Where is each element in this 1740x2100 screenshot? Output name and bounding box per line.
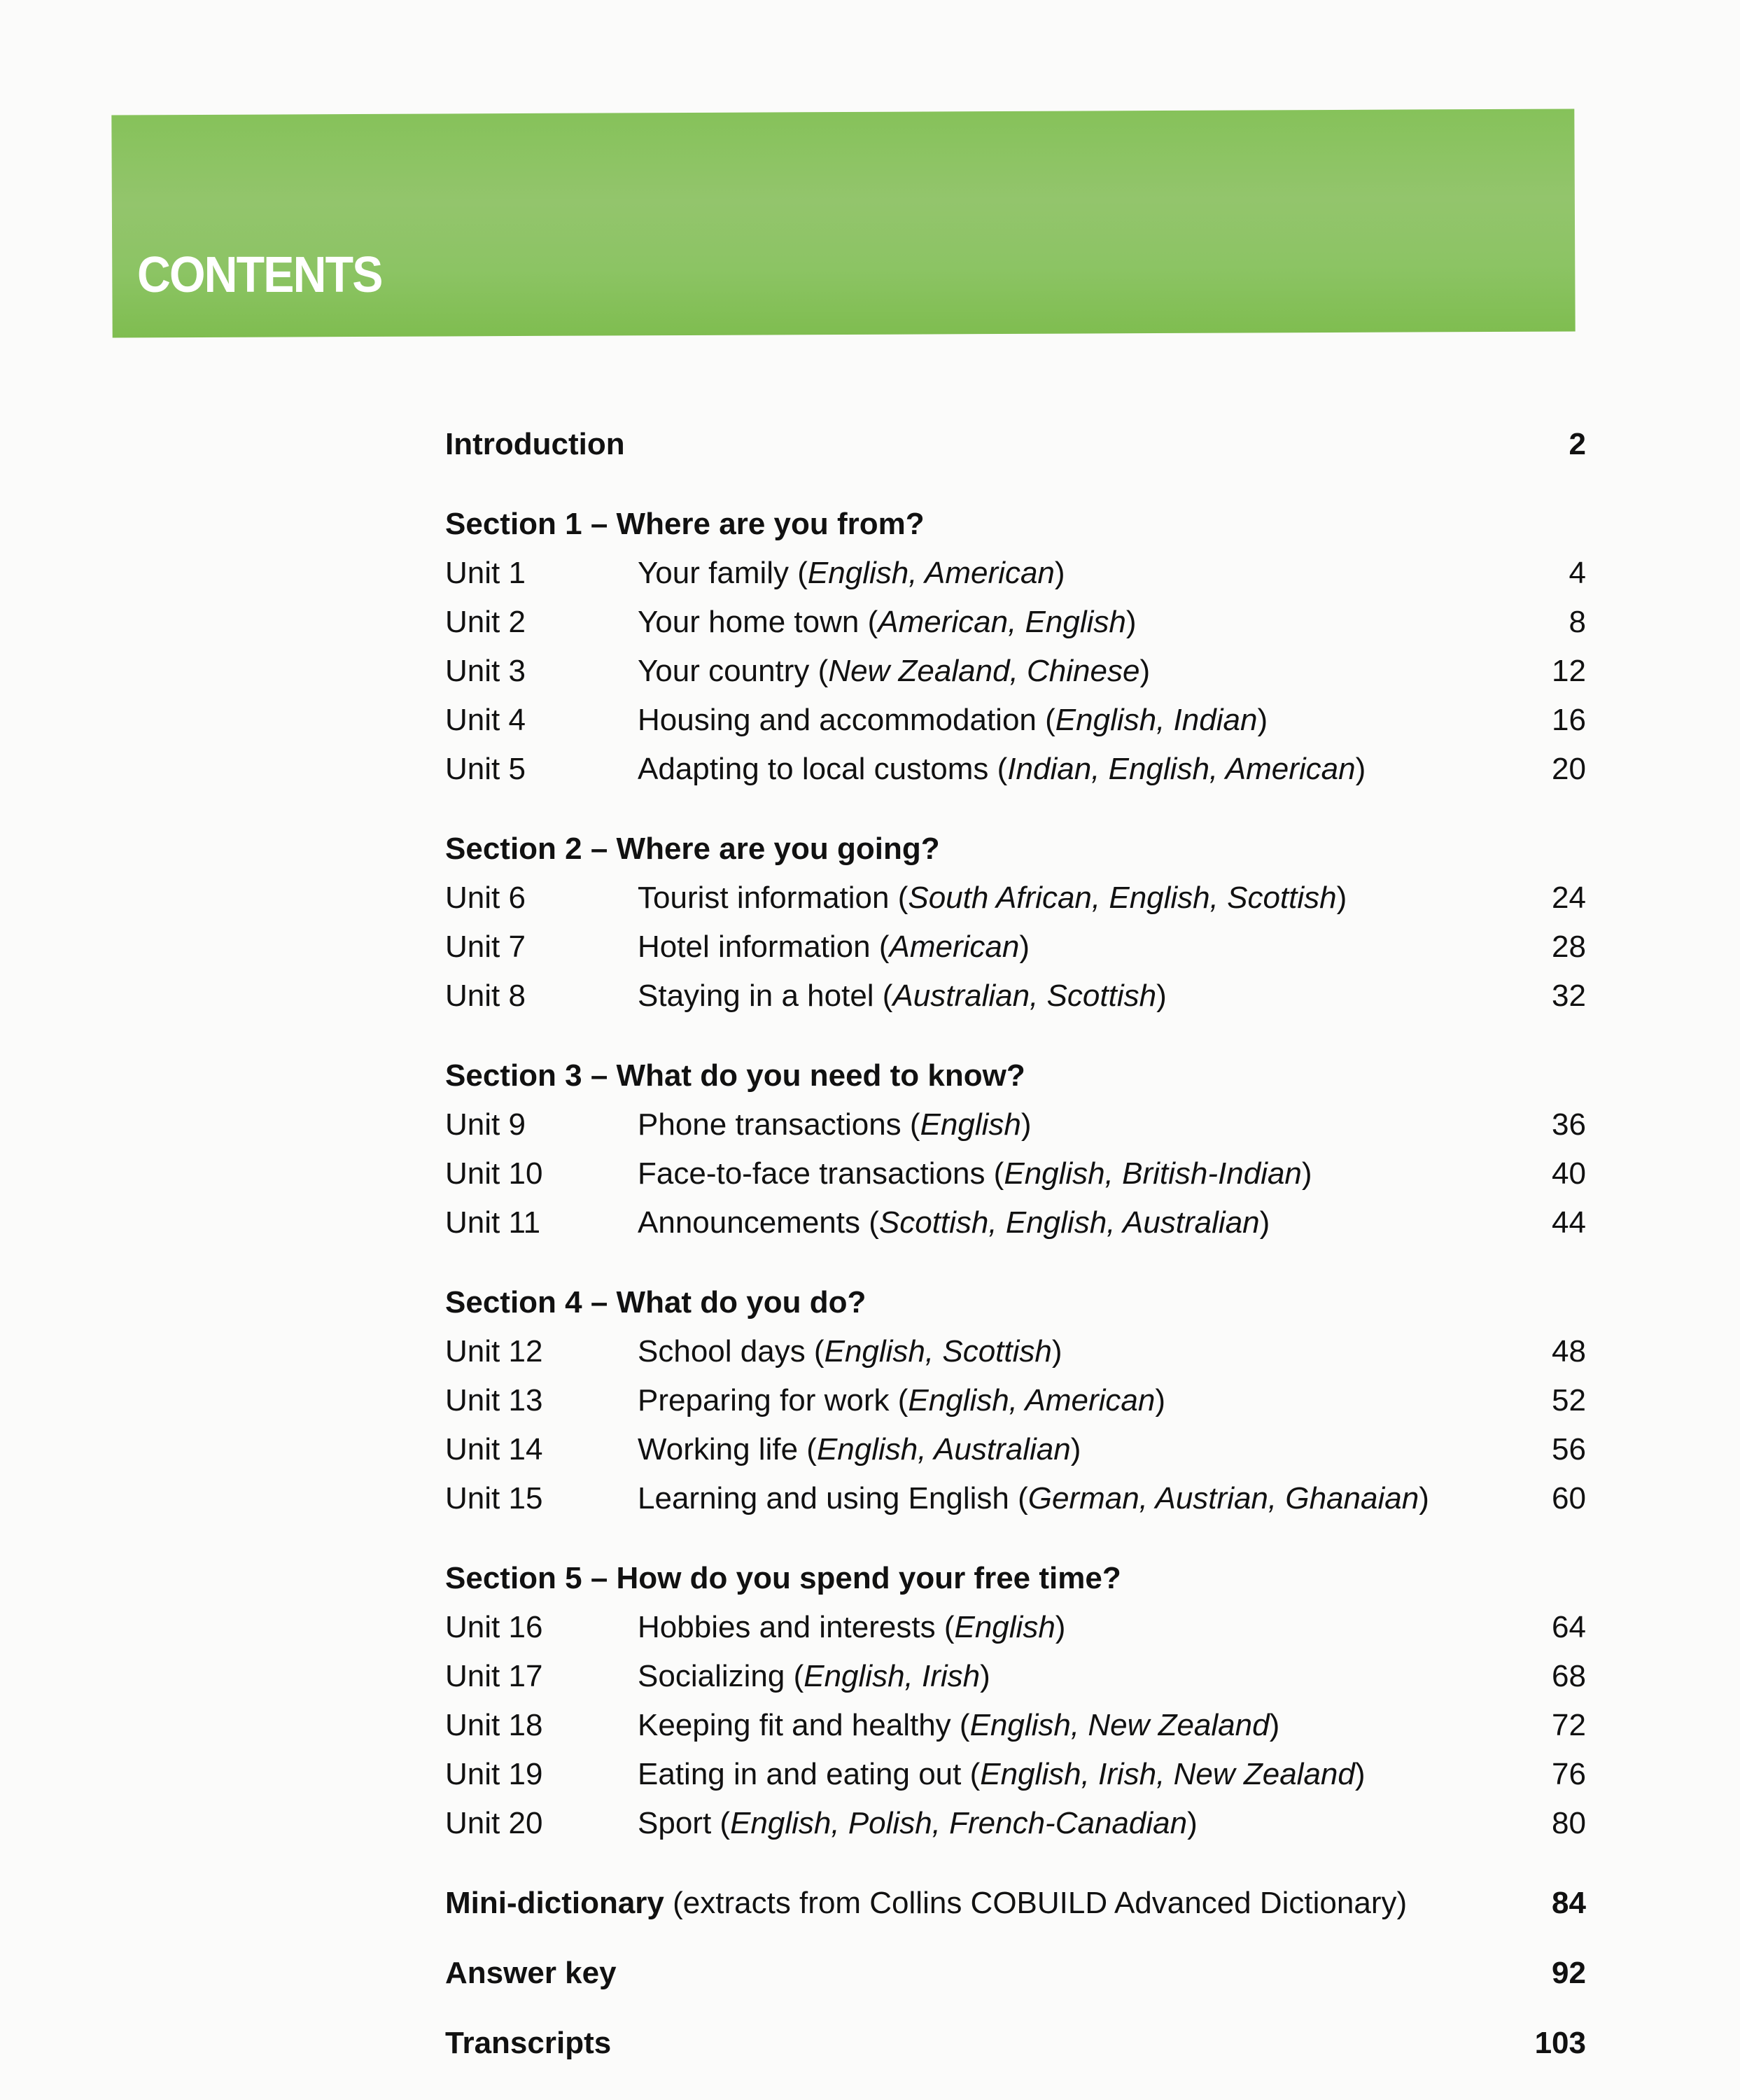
unit-row[interactable] [445, 1652, 1586, 1701]
entry-label: Answer key [445, 1956, 617, 1990]
paren-open: ( [961, 1757, 981, 1791]
page-number: 80 [1552, 1806, 1586, 1840]
unit-accents: English, British-Indian [1004, 1156, 1302, 1191]
unit-accents: New Zealand, Chinese [828, 654, 1140, 688]
unit-accents: English, Irish, New Zealand [980, 1757, 1355, 1791]
paren-close: ) [1019, 930, 1030, 964]
paren-close: ) [1125, 605, 1137, 639]
paren-open: ( [789, 556, 808, 590]
unit-accents: English [920, 1107, 1021, 1142]
unit-accents: Australian, Scottish [892, 979, 1157, 1013]
entry-label [445, 1879, 1523, 1928]
unit-row[interactable] [445, 696, 1586, 745]
unit-accents: Indian, English, American [1007, 752, 1356, 786]
unit-number: Unit 20 [445, 1806, 543, 1840]
paren-close: ) [1054, 556, 1065, 590]
unit-title [638, 1198, 1523, 1247]
paren-open: ( [870, 930, 890, 964]
page-number: 20 [1552, 752, 1586, 786]
unit-row[interactable] [445, 647, 1586, 696]
paren-close: ) [1187, 1806, 1198, 1840]
page-number: 4 [1569, 556, 1586, 590]
page-number: 68 [1552, 1659, 1586, 1693]
unit-accents: English, New Zealand [969, 1708, 1270, 1742]
paren-open: ( [901, 1107, 920, 1142]
unit-title-text: Tourist information [638, 881, 890, 915]
unit-row[interactable] [445, 1603, 1586, 1652]
unit-row[interactable] [445, 1327, 1586, 1376]
paren-close: ) [1355, 752, 1366, 786]
paren-open: ( [809, 654, 829, 688]
unit-row[interactable] [445, 1100, 1586, 1149]
unit-title-text: Eating in and eating out [638, 1757, 962, 1791]
paren-close: ) [1020, 1107, 1032, 1142]
paren-open: ( [889, 1383, 908, 1418]
unit-title [638, 696, 1523, 745]
page-number: 92 [1552, 1956, 1586, 1990]
unit-accents: English, American [807, 556, 1055, 590]
unit-title [638, 1799, 1523, 1848]
unit-title [638, 1750, 1523, 1799]
page-number: 44 [1552, 1205, 1586, 1240]
page-number: 8 [1569, 605, 1586, 639]
unit-title [638, 549, 1523, 598]
unit-number: Unit 6 [445, 881, 526, 915]
unit-title [638, 1652, 1523, 1701]
unit-accents: English, Polish, French-Canadian [730, 1806, 1188, 1840]
unit-accents: American [889, 930, 1020, 964]
unit-number: Unit 1 [445, 556, 526, 590]
unit-title-text: Working life [638, 1432, 799, 1466]
unit-row[interactable] [445, 1425, 1586, 1474]
paren-close: ) [980, 1659, 990, 1693]
unit-accents: South African, English, Scottish [908, 881, 1337, 915]
paren-open: ( [985, 1156, 1004, 1191]
paren-close: ) [1336, 881, 1347, 915]
unit-number: Unit 18 [445, 1708, 543, 1742]
paren-open: ( [805, 1334, 825, 1368]
paren-close: ) [1259, 1205, 1270, 1240]
sections-container [445, 469, 1586, 1848]
unit-row[interactable] [445, 923, 1586, 972]
section-heading[interactable]: Section 1 – Where are you from? [445, 507, 925, 541]
unit-title [638, 923, 1523, 972]
unit-number: Unit 12 [445, 1334, 543, 1368]
unit-row[interactable] [445, 1149, 1586, 1198]
unit-number: Unit 3 [445, 654, 526, 688]
unit-title-text: Phone transactions [638, 1107, 901, 1142]
unit-title-text: Staying in a hotel [638, 979, 874, 1013]
unit-row[interactable] [445, 1376, 1586, 1425]
unit-title-text: Your country [638, 654, 810, 688]
unit-accents: English, Indian [1055, 703, 1258, 737]
paren-open: ( [859, 605, 878, 639]
unit-accents: American, English [878, 605, 1126, 639]
unit-number: Unit 19 [445, 1757, 543, 1791]
page-number: 60 [1552, 1481, 1586, 1516]
unit-title [638, 1149, 1523, 1198]
unit-row[interactable] [445, 874, 1586, 923]
page-number: 72 [1552, 1708, 1586, 1742]
page-title: CONTENTS [137, 247, 382, 303]
page-number: 12 [1552, 654, 1586, 688]
unit-row[interactable] [445, 1474, 1586, 1523]
unit-title-text: Housing and accommodation [638, 703, 1037, 737]
unit-accents: Scottish, English, Australian [878, 1205, 1260, 1240]
unit-title-text: Your home town [638, 605, 860, 639]
unit-title-text: Socializing [638, 1659, 785, 1693]
paren-open: ( [711, 1806, 731, 1840]
paren-close: ) [1301, 1156, 1312, 1191]
entry-label: Introduction [445, 427, 625, 461]
unit-title [638, 1701, 1523, 1750]
unit-row[interactable] [445, 1799, 1586, 1848]
unit-title-text: Sport [638, 1806, 712, 1840]
paren-open: ( [1036, 703, 1055, 737]
unit-accents: English, Irish [804, 1659, 981, 1693]
unit-number: Unit 8 [445, 979, 526, 1013]
unit-number: Unit 15 [445, 1481, 543, 1516]
unit-title [638, 1100, 1523, 1149]
page-number: 40 [1552, 1156, 1586, 1191]
unit-title [638, 1376, 1523, 1425]
unit-accents: English, Scottish [824, 1334, 1052, 1368]
unit-title-text: Hobbies and interests [638, 1610, 936, 1644]
unit-number: Unit 11 [445, 1205, 541, 1240]
unit-row[interactable] [445, 745, 1586, 794]
page-number: 52 [1552, 1383, 1586, 1418]
page-number: 24 [1552, 881, 1586, 915]
entry-label-text: Mini-dictionary [445, 1886, 664, 1920]
unit-number: Unit 9 [445, 1107, 526, 1142]
unit-row[interactable] [445, 972, 1586, 1021]
section-heading[interactable]: Section 4 – What do you do? [445, 1285, 867, 1320]
paren-close: ) [1257, 703, 1268, 737]
paren-open: ( [873, 979, 893, 1013]
unit-accents: English, Australian [816, 1432, 1071, 1466]
page-number: 36 [1552, 1107, 1586, 1142]
paren-close: ) [1419, 1481, 1429, 1516]
entry-label: Transcripts [445, 2026, 612, 2060]
paren-close: ) [1139, 654, 1151, 688]
unit-title [638, 745, 1523, 794]
section-heading[interactable]: Section 3 – What do you need to know? [445, 1058, 1025, 1093]
page-number: 2 [1569, 427, 1586, 461]
unit-number: Unit 17 [445, 1659, 543, 1693]
unit-number: Unit 5 [445, 752, 526, 786]
unit-number: Unit 16 [445, 1610, 543, 1644]
page-number: 76 [1552, 1757, 1586, 1791]
page-number: 84 [1552, 1886, 1586, 1920]
paren-close: ) [1070, 1432, 1081, 1466]
unit-row[interactable] [445, 598, 1586, 647]
section-heading[interactable]: Section 5 – How do you spend your free time? [445, 1561, 1121, 1595]
toc-entry-transcripts[interactable] [445, 2019, 1586, 2068]
unit-title [638, 874, 1523, 923]
page-number: 48 [1552, 1334, 1586, 1368]
unit-accents: German, Austrian, Ghanaian [1027, 1481, 1419, 1516]
paren-close: ) [1155, 1383, 1165, 1418]
paren-close: ) [1269, 1708, 1280, 1742]
paren-open: ( [785, 1659, 804, 1693]
unit-number: Unit 4 [445, 703, 526, 737]
paren-close: ) [1051, 1334, 1062, 1368]
page-number: 28 [1552, 930, 1586, 964]
unit-title-text: School days [638, 1334, 806, 1368]
unit-number: Unit 2 [445, 605, 526, 639]
unit-title [638, 598, 1523, 647]
paren-open: ( [950, 1708, 970, 1742]
table-of-contents [445, 420, 1586, 2068]
paren-open: ( [1009, 1481, 1028, 1516]
unit-row[interactable] [445, 549, 1586, 598]
unit-accents: English, American [908, 1383, 1156, 1418]
unit-row[interactable] [445, 1701, 1586, 1750]
page-number: 103 [1534, 2026, 1586, 2060]
page-number: 16 [1552, 703, 1586, 737]
paren-close: ) [1354, 1757, 1366, 1791]
paren-open: ( [935, 1610, 955, 1644]
unit-title [638, 972, 1523, 1021]
entry-note: (extracts from Collins COBUILD Advanced Dictionary) [673, 1886, 1408, 1920]
page-number: 56 [1552, 1432, 1586, 1466]
paren-open: ( [798, 1432, 817, 1466]
paren-open: ( [889, 881, 908, 915]
unit-title [638, 647, 1523, 696]
unit-title-text: Preparing for work [638, 1383, 890, 1418]
unit-title-text: Adapting to local customs [638, 752, 989, 786]
unit-accents: English [954, 1610, 1055, 1644]
section-heading[interactable]: Section 2 – Where are you going? [445, 832, 940, 866]
unit-title-text: Keeping fit and healthy [638, 1708, 951, 1742]
unit-title [638, 1327, 1523, 1376]
unit-title-text: Learning and using English [638, 1481, 1009, 1516]
toc-entry-introduction[interactable] [445, 420, 1586, 469]
toc-entry-answer-key[interactable] [445, 1949, 1586, 1998]
unit-title-text: Your family [638, 556, 790, 590]
unit-number: Unit 13 [445, 1383, 543, 1418]
unit-number: Unit 10 [445, 1156, 543, 1191]
unit-title [638, 1474, 1523, 1523]
page-number: 64 [1552, 1610, 1586, 1644]
unit-row[interactable] [445, 1198, 1586, 1247]
unit-title-text: Hotel information [638, 930, 871, 964]
unit-title [638, 1425, 1523, 1474]
page-number: 32 [1552, 979, 1586, 1013]
unit-title-text: Face-to-face transactions [638, 1156, 985, 1191]
unit-number: Unit 14 [445, 1432, 543, 1466]
paren-open: ( [860, 1205, 879, 1240]
paren-close: ) [1156, 979, 1167, 1013]
paren-open: ( [988, 752, 1008, 786]
unit-title [638, 1603, 1523, 1652]
unit-number: Unit 7 [445, 930, 526, 964]
paren-close: ) [1055, 1610, 1066, 1644]
unit-title-text: Announcements [638, 1205, 860, 1240]
unit-row[interactable] [445, 1750, 1586, 1799]
toc-entry-mini-dictionary[interactable] [445, 1879, 1586, 1928]
